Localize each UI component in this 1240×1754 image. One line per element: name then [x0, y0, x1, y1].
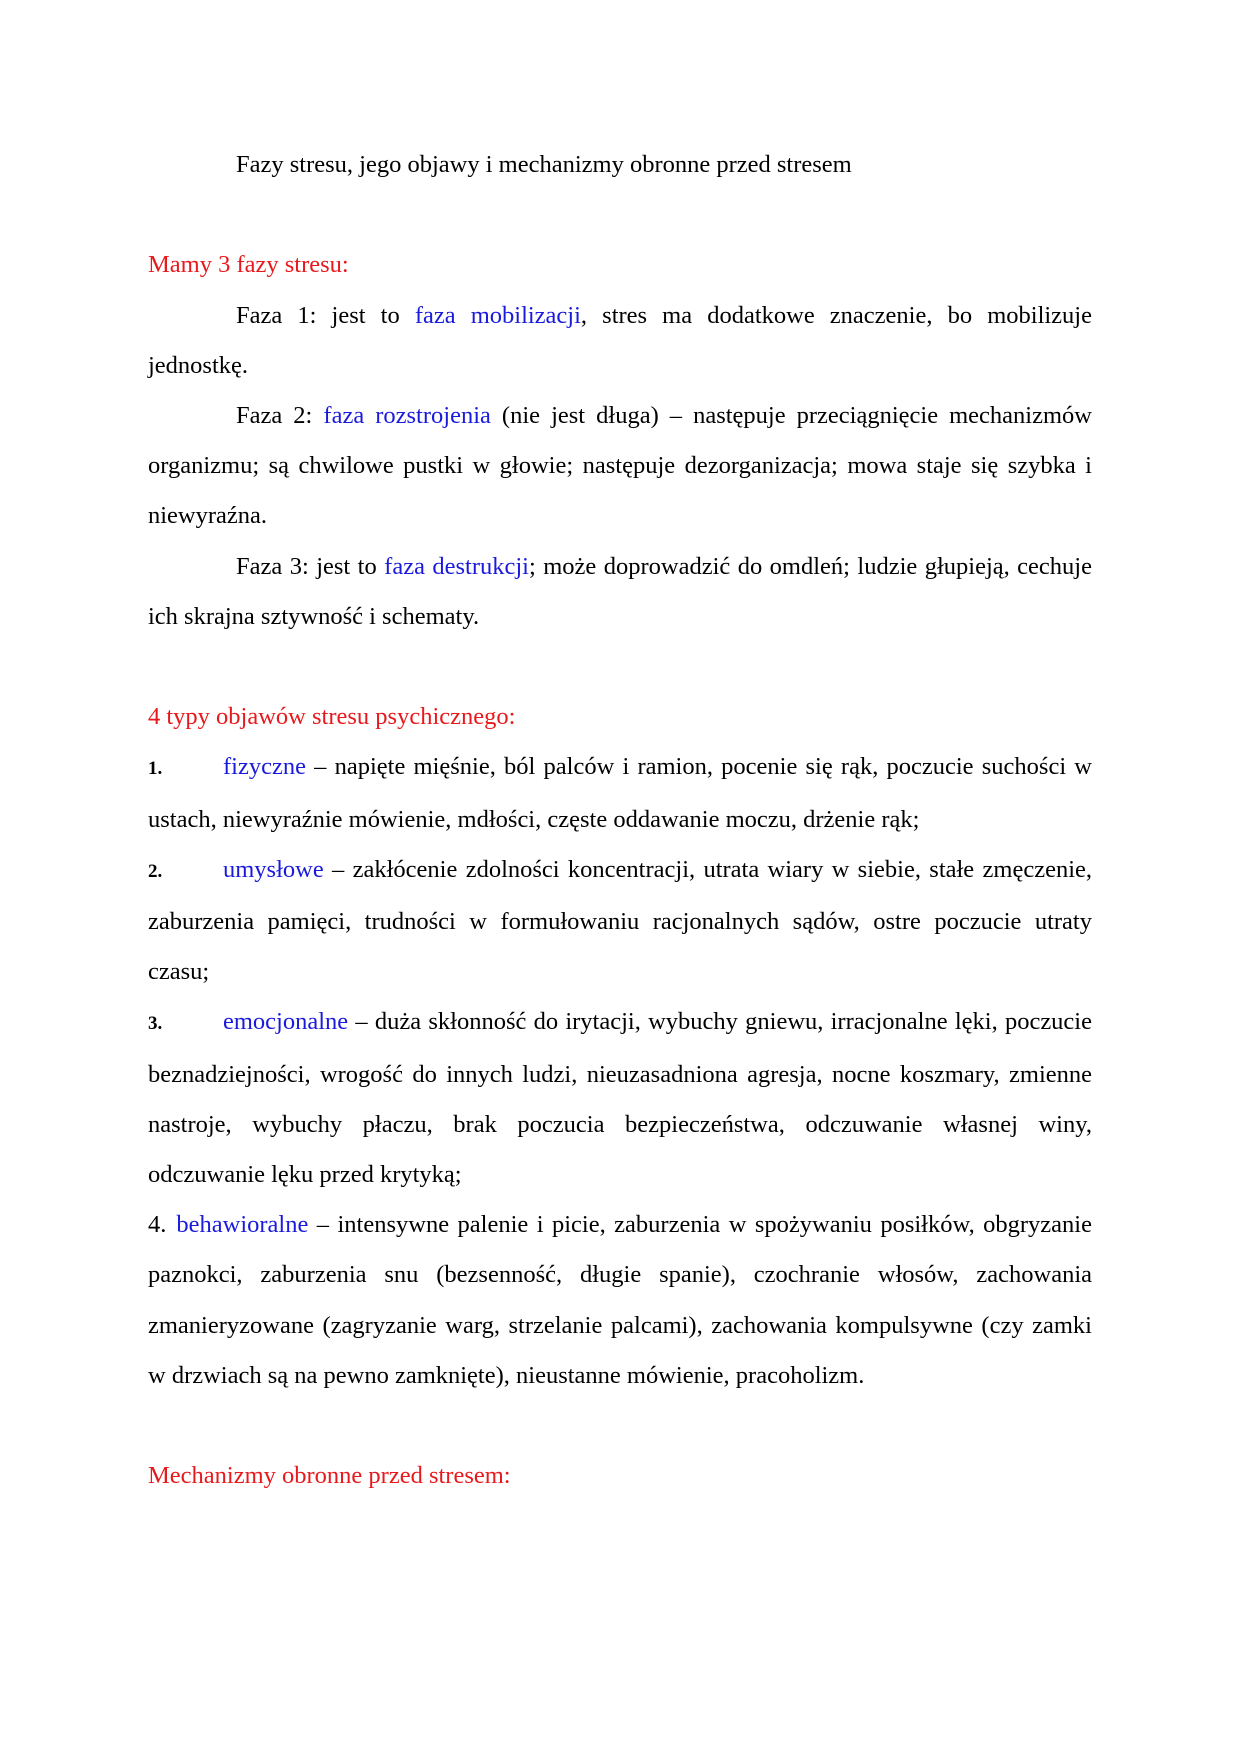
symptom-term-2: umysłowe: [223, 855, 324, 883]
phase-3-paragraph: [148, 542, 1092, 642]
symptom-term-1: fizyczne: [223, 753, 306, 781]
symptoms-heading: 4 typy objawów stresu psychicznego:: [148, 703, 516, 731]
symptom-term-4: behawioralne: [176, 1211, 309, 1239]
symptom-number-2: 2.: [148, 860, 163, 882]
phase-2-term: faza rozstrojenia: [323, 402, 491, 429]
symptom-text-2: – zakłócenie zdolności koncentracji, utrata wiary w siebie, stałe zmęczenie, zaburzenia pamięci, trudności w formułowaniu racjonalnych sądów, ostre poczucie utraty czasu;: [148, 855, 1092, 986]
spacer: [148, 1401, 1092, 1451]
phase-1-term: faza mobilizacji: [414, 301, 581, 329]
spacer: [148, 190, 1092, 240]
phases-heading: Mamy 3 fazy stresu:: [148, 251, 349, 279]
symptom-number-1: 1.: [148, 758, 163, 780]
symptom-item-2: [148, 845, 1092, 998]
phase-1-text: , stres ma dodatkowe znaczenie, bo mobilizuje jednostkę.: [148, 301, 1092, 379]
symptom-term-3: emocjonalne: [223, 1008, 349, 1036]
symptom-item-1: [148, 742, 1092, 844]
symptom-text-1: – napięte mięśnie, ból palców i ramion, pocenie się rąk, poczucie suchości w ustach, niewyraźnie mówienie, mdłości, częste oddawanie moczu, drżenie rąk;: [148, 753, 1092, 833]
phase-2-prefix: Faza 2:: [236, 402, 324, 429]
symptom-item-3: [148, 997, 1092, 1200]
symptom-text-4: – intensywne palenie i picie, zaburzenia w spożywaniu posiłków, obgryzanie paznokci, zaburzenia snu (bezsenność, długie spanie), czochranie włosów, zachowania zmanieryzowane (zagryzanie warg, strzelanie palcami), zachowania kompulsywne (czy zamki w drzwiach są na pewno zamknięte), nieustanne mówienie, pracoholizm.: [148, 1211, 1092, 1389]
phase-2-text: (nie jest długa) – następuje przeciągnięcie mechanizmów organizmu; są chwilowe pustki w głowie; następuje dezorganizacja; mowa staje się szybka i niewyraźna.: [148, 402, 1092, 530]
phase-2-paragraph: [148, 391, 1092, 542]
phase-3-term: faza destrukcji: [384, 552, 529, 580]
phase-3-text: ; może doprowadzić do omdleń; ludzie głupieją, cechuje ich skrajna sztywność i schematy.: [148, 552, 1092, 630]
phase-3-prefix: Faza 3: jest to: [236, 552, 385, 580]
phase-1-paragraph: [148, 291, 1092, 391]
symptom-number-4: 4.: [148, 1211, 167, 1239]
phase-1-prefix: Faza 1: jest to: [236, 301, 415, 329]
symptom-number-3: 3.: [148, 1013, 163, 1035]
document-title: Fazy stresu, jego objawy i mechanizmy obronne przed stresem: [236, 151, 852, 178]
defense-heading: Mechanizmy obronne przed stresem:: [148, 1462, 511, 1490]
document-page: [148, 140, 1092, 1501]
symptom-item-4: [148, 1200, 1092, 1401]
symptom-text-3: – duża skłonność do irytacji, wybuchy gniewu, irracjonalne lęki, poczucie beznadziejności, wrogość do innych ludzi, nieuzasadniona agresja, nocne koszmary, zmienne nastroje, wybuchy płaczu, brak poczucia bezpieczeństwa, odczuwanie własnej winy, odczuwanie lęku przed krytyką;: [148, 1008, 1092, 1189]
spacer: [148, 642, 1092, 692]
